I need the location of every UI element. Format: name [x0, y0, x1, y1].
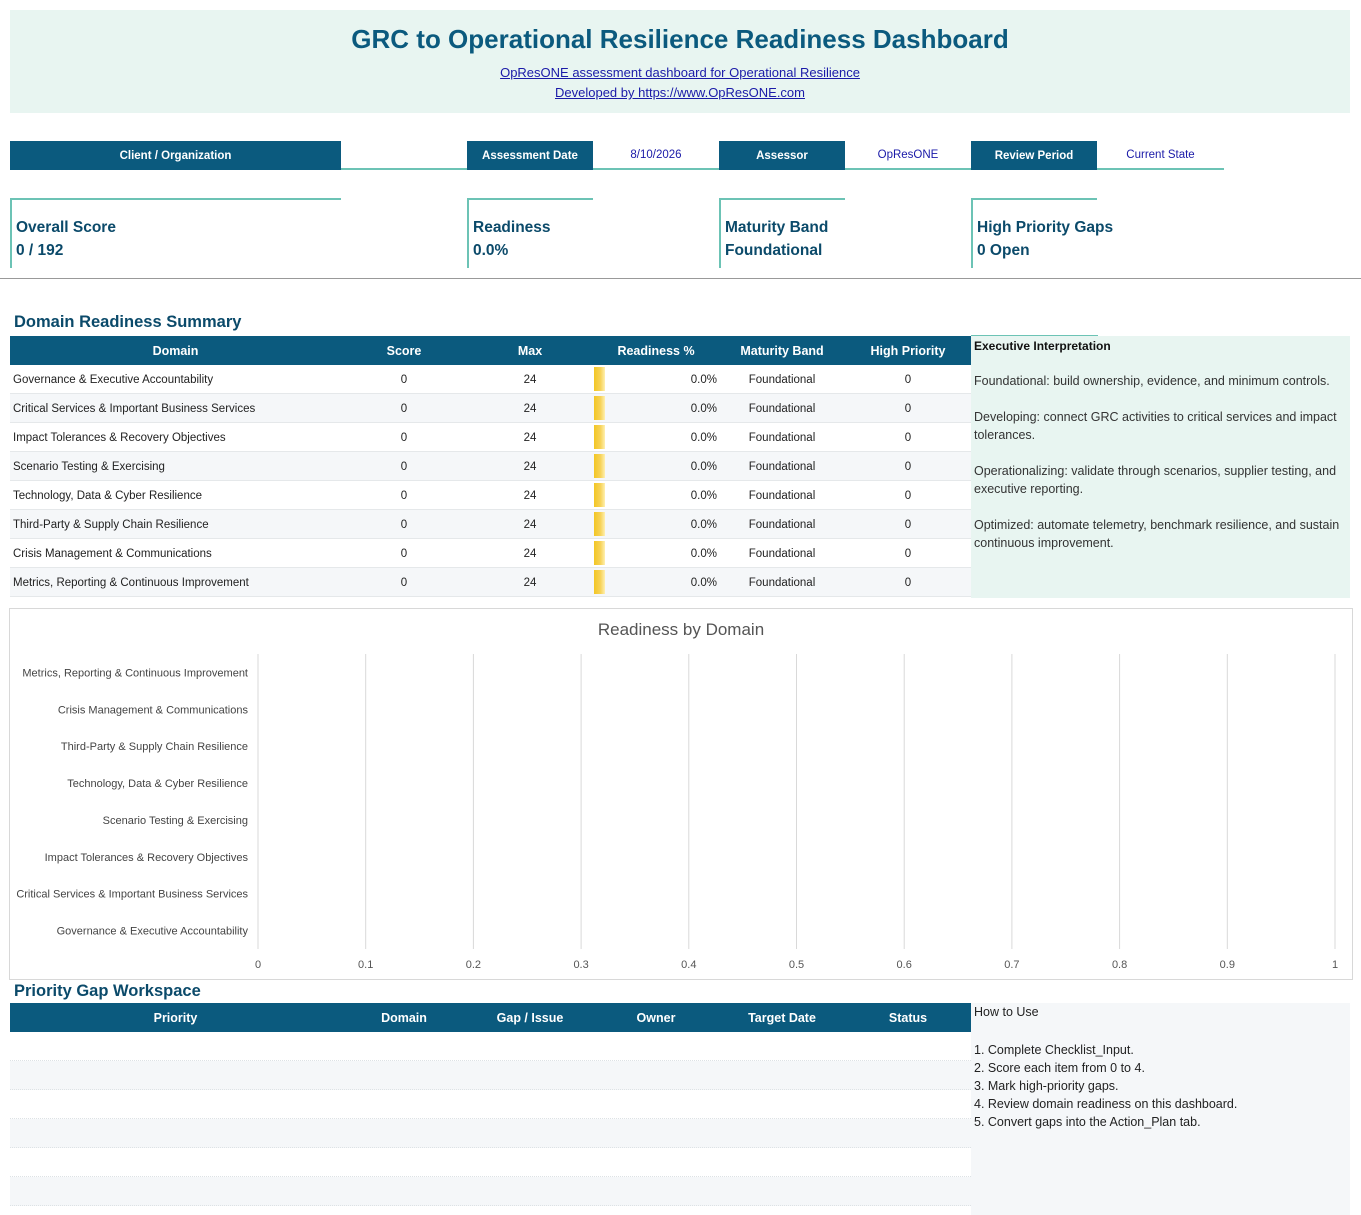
kpi-readiness-value: 0.0% [473, 242, 509, 259]
cell-domain: Third-Party & Supply Chain Resilience [13, 518, 209, 531]
cell-max: 24 [523, 518, 537, 531]
readiness-data-bar [594, 396, 605, 420]
executive-interpretation-panel [971, 336, 1350, 598]
cell-high-priority: 0 [904, 489, 912, 502]
readiness-data-bar [594, 367, 605, 391]
howto-step: 3. Mark high-priority gaps. [974, 1079, 1119, 1093]
assessment-date-label: Assessment Date [467, 141, 593, 170]
cell-high-priority: 0 [904, 431, 912, 444]
readiness-data-bar [594, 541, 605, 565]
howto-step: 1. Complete Checklist_Input. [974, 1043, 1134, 1057]
chart-category-label: Crisis Management & Communications [57, 704, 248, 717]
col-priority[interactable]: Priority [153, 1010, 198, 1025]
chart-x-tick-label: 0 [254, 959, 262, 971]
domain-row[interactable] [10, 510, 971, 539]
cell-score: 0 [400, 460, 408, 473]
readiness-data-bar [594, 570, 605, 594]
chart-category-label: Scenario Testing & Exercising [102, 814, 248, 827]
cell-high-priority: 0 [904, 373, 912, 386]
kpi-gaps-value: 0 Open [977, 242, 1030, 259]
cell-maturity: Foundational [748, 373, 816, 386]
domain-table-header [10, 336, 971, 365]
cell-readiness: 0.0% [690, 576, 717, 589]
cell-readiness: 0.0% [690, 402, 717, 415]
cell-domain: Crisis Management & Communications [13, 547, 212, 560]
exec-paragraph: Optimized: automate telemetry, benchmark resilience, and sustain continuous improvement. [974, 518, 1340, 550]
howto-step: 5. Convert gaps into the Action_Plan tab. [974, 1115, 1201, 1129]
cell-high-priority: 0 [904, 518, 912, 531]
col-target-date[interactable]: Target Date [748, 1010, 816, 1025]
cell-maturity: Foundational [748, 547, 816, 560]
kpi-overall-label: Overall Score [16, 219, 116, 236]
gap-row[interactable] [10, 1119, 971, 1148]
chart-category-label: Third-Party & Supply Chain Resilience [60, 741, 248, 754]
chart-category-label: Impact Tolerances & Recovery Objectives [44, 851, 248, 864]
domain-row[interactable] [10, 568, 971, 597]
cell-domain: Governance & Executive Accountability [13, 373, 214, 386]
cell-maturity: Foundational [748, 460, 816, 473]
kpi-readiness-label: Readiness [473, 219, 551, 236]
cell-high-priority: 0 [904, 547, 912, 560]
priority-workspace-title: Priority Gap Workspace [14, 982, 201, 1000]
domain-summary-title: Domain Readiness Summary [14, 313, 242, 331]
cell-maturity: Foundational [748, 402, 816, 415]
chart-x-tick-label: 0.7 [1004, 959, 1020, 971]
col-score[interactable]: Score [386, 343, 422, 358]
chart-category-label: Technology, Data & Cyber Resilience [67, 778, 248, 791]
col-owner[interactable]: Owner [636, 1010, 676, 1025]
domain-row[interactable] [10, 481, 971, 510]
gap-row[interactable] [10, 1148, 971, 1177]
readiness-data-bar [594, 454, 605, 478]
kpi-overall-value: 0 / 192 [16, 242, 64, 259]
chart-x-tick-label: 0.3 [573, 959, 589, 971]
dashboard-header [10, 10, 1350, 113]
cell-max: 24 [523, 460, 537, 473]
cell-readiness: 0.0% [690, 460, 717, 473]
cell-domain: Metrics, Reporting & Continuous Improvement [13, 576, 249, 589]
cell-score: 0 [400, 547, 408, 560]
readiness-data-bar [594, 512, 605, 536]
kpi-gaps-label: High Priority Gaps [977, 219, 1114, 236]
cell-max: 24 [523, 489, 537, 502]
cell-domain: Scenario Testing & Exercising [13, 460, 165, 473]
cell-readiness: 0.0% [690, 373, 717, 386]
gap-row[interactable] [10, 1032, 971, 1061]
gap-row[interactable] [10, 1061, 971, 1090]
cell-high-priority: 0 [904, 576, 912, 589]
chart-category-label: Metrics, Reporting & Continuous Improvement [22, 667, 248, 680]
chart-category-label: Critical Services & Important Business Services [16, 888, 248, 901]
col-high-priority[interactable]: High Priority [870, 343, 946, 358]
cell-max: 24 [523, 373, 537, 386]
chart-x-tick-label: 0.6 [896, 959, 912, 971]
exec-heading: Executive Interpretation [974, 339, 1111, 353]
cell-domain: Technology, Data & Cyber Resilience [13, 489, 202, 502]
cell-maturity: Foundational [748, 518, 816, 531]
col-maturity[interactable]: Maturity Band [740, 343, 824, 358]
gap-row[interactable] [10, 1177, 971, 1206]
chart-x-tick-label: 0.4 [681, 959, 697, 971]
cell-score: 0 [400, 518, 408, 531]
chart-category-label: Governance & Executive Accountability [56, 925, 248, 938]
chart-x-tick-label: 0.5 [788, 959, 805, 971]
cell-readiness: 0.0% [690, 489, 717, 502]
chart-x-tick-label: 0.1 [358, 959, 374, 971]
cell-maturity: Foundational [748, 431, 816, 444]
howto-step: 4. Review domain readiness on this dashboard. [974, 1097, 1238, 1111]
cell-maturity: Foundational [748, 576, 816, 589]
chart-title: Readiness by Domain [597, 620, 765, 639]
kpi-maturity-label: Maturity Band [725, 219, 829, 236]
review-period-label: Review Period [971, 141, 1097, 170]
cell-max: 24 [523, 431, 537, 444]
cell-max: 24 [523, 576, 537, 589]
gap-row[interactable] [10, 1090, 971, 1119]
kpi-readiness [467, 198, 707, 268]
priority-table-header [10, 1003, 971, 1032]
developer-link[interactable]: Developed by https://www.OpResONE.com [555, 85, 805, 100]
cell-domain: Critical Services & Important Business Services [13, 402, 256, 415]
cell-max: 24 [523, 402, 537, 415]
cell-score: 0 [400, 431, 408, 444]
cell-maturity: Foundational [748, 489, 816, 502]
howto-heading: How to Use [974, 1005, 1039, 1019]
domain-row[interactable] [10, 365, 971, 394]
cell-high-priority: 0 [904, 460, 912, 473]
cell-score: 0 [400, 576, 408, 589]
col-max[interactable]: Max [517, 343, 543, 358]
cell-readiness: 0.0% [690, 547, 717, 560]
kpi-maturity-band [719, 198, 959, 268]
client-value-cell[interactable] [341, 141, 467, 170]
readiness-chart[interactable] [9, 608, 1353, 980]
cell-high-priority: 0 [904, 402, 912, 415]
col-status[interactable]: Status [888, 1010, 928, 1025]
assessor-value[interactable]: OpResONE [845, 141, 971, 170]
howto-step: 2. Score each item from 0 to 4. [974, 1061, 1145, 1075]
assessor-label: Assessor [719, 141, 845, 170]
readiness-chart-svg [10, 609, 1354, 981]
exec-paragraph: Foundational: build ownership, evidence, and minimum controls. [974, 374, 1330, 388]
chart-x-tick-label: 0.2 [465, 959, 482, 971]
col-gap-domain[interactable]: Domain [381, 1010, 427, 1025]
cell-score: 0 [400, 373, 408, 386]
col-domain[interactable]: Domain [152, 343, 199, 358]
kpi-high-priority-gaps [971, 198, 1221, 268]
review-period-value[interactable]: Current State [1097, 141, 1224, 170]
kpi-overall-score [10, 198, 341, 268]
domain-row[interactable] [10, 452, 971, 481]
chart-x-tick-label: 0.8 [1111, 959, 1128, 971]
cell-max: 24 [523, 547, 537, 560]
cell-score: 0 [400, 402, 408, 415]
dashboard-title: GRC to Operational Resilience Readiness Dashboard [351, 24, 1009, 54]
cell-readiness: 0.0% [690, 431, 717, 444]
how-to-use-panel [971, 1003, 1350, 1215]
cell-score: 0 [400, 489, 408, 502]
cell-domain: Impact Tolerances & Recovery Objectives [13, 431, 226, 444]
chart-x-tick-label: 1 [1331, 959, 1339, 971]
client-label: Client / Organization [10, 141, 341, 170]
cell-readiness: 0.0% [690, 518, 717, 531]
chart-x-tick-label: 0.9 [1219, 959, 1235, 971]
kpi-maturity-value: Foundational [725, 242, 823, 259]
exec-paragraph: Operationalizing: validate through scenarios, supplier testing, and executive reporting. [974, 464, 1337, 496]
readiness-data-bar [594, 483, 605, 507]
domain-row[interactable] [10, 539, 971, 568]
readiness-data-bar [594, 425, 605, 449]
assessment-date-value[interactable]: 8/10/2026 [593, 141, 719, 170]
domain-row[interactable] [10, 394, 971, 423]
section-divider [0, 278, 1361, 279]
col-gap-issue[interactable]: Gap / Issue [496, 1010, 564, 1025]
subtitle-link[interactable]: OpResONE assessment dashboard for Operational Resilience [500, 65, 860, 80]
col-readiness[interactable]: Readiness % [617, 343, 695, 358]
exec-paragraph: Developing: connect GRC activities to critical services and impact tolerances. [974, 410, 1337, 442]
domain-row[interactable] [10, 423, 971, 452]
